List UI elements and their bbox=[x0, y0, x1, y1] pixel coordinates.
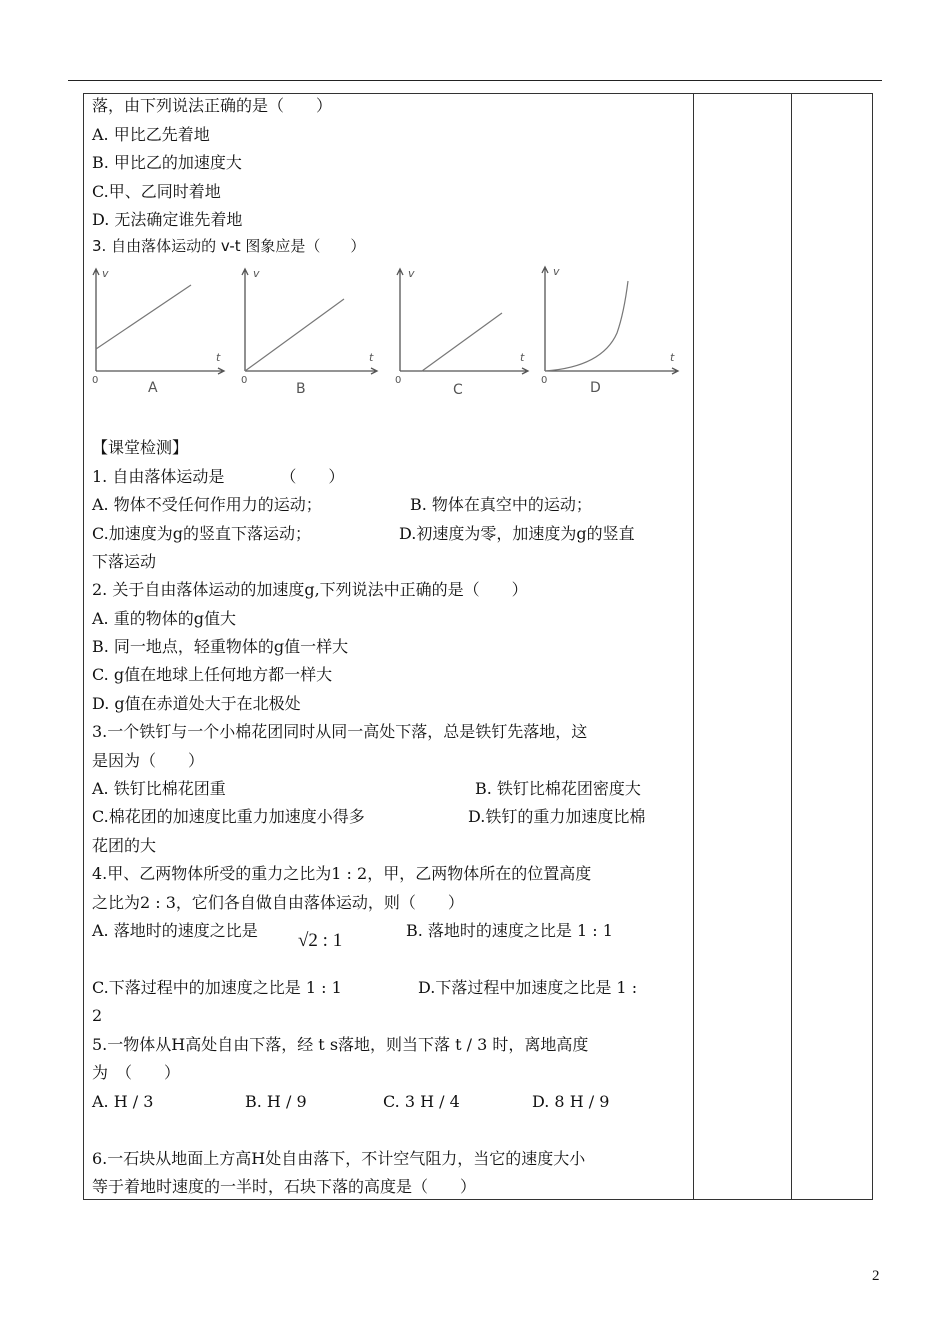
q2-option-d: D. g值在赤道处大于在北极处 bbox=[92, 694, 301, 713]
graph-curve-d bbox=[545, 281, 628, 371]
q5-stem: 5.一物体从H高处自由下落，经 t s落地，则当下落 t / 3 时，离地高度 bbox=[92, 1035, 589, 1054]
prev-option-d: D. 无法确定谁先着地 bbox=[92, 210, 243, 229]
graph-panel-a bbox=[92, 267, 224, 396]
q1-stem: 1. 自由落体运动是 （ ） bbox=[92, 467, 345, 486]
q3-stem-cont: 是因为（ ） bbox=[92, 751, 205, 770]
q3-stem: 3.一个铁钉与一个小棉花团同时从同一高处下落，总是铁钉先落地，这 bbox=[92, 722, 588, 741]
q1-option-a: A. 物体不受任何作用力的运动； bbox=[92, 495, 322, 514]
vt-graphs bbox=[92, 263, 692, 403]
origin-label: 0 bbox=[92, 375, 99, 386]
axis-label-v: v bbox=[553, 265, 560, 278]
section-title: 【课堂检测】 bbox=[92, 438, 189, 457]
axis-label-v: v bbox=[102, 267, 109, 280]
q2-option-c: C. g值在地球上任何地方都一样大 bbox=[92, 665, 333, 684]
panel-label-a: A bbox=[148, 380, 158, 396]
prev-option-c: C.甲、乙同时着地 bbox=[92, 182, 221, 201]
axis-label-v: v bbox=[408, 267, 415, 280]
graph-line-a bbox=[96, 285, 191, 349]
q1-option-c: C.加速度为g的竖直下落运动； bbox=[92, 524, 312, 543]
axis-label-v: v bbox=[253, 267, 260, 280]
graph-line-c bbox=[422, 313, 502, 371]
q3-option-b: B. 铁钉比棉花团密度大 bbox=[475, 779, 641, 798]
q4-option-c: C.下落过程中的加速度之比是 1 : 1 bbox=[92, 978, 342, 997]
graph-line-b bbox=[245, 299, 344, 371]
q6-stem: 6.一石块从地面上方高H处自由落下，不计空气阻力，当它的速度大小 bbox=[92, 1149, 586, 1168]
axis-label-t: t bbox=[216, 351, 221, 364]
q4-option-a: A. 落地时的速度之比是 bbox=[92, 921, 258, 940]
q2-stem: 2. 关于自由落体运动的加速度g,下列说法中正确的是（ ） bbox=[92, 580, 528, 599]
column-divider bbox=[791, 94, 792, 1199]
panel-label-b: B bbox=[296, 381, 306, 397]
q4-option-d-cont: 2 bbox=[92, 1006, 103, 1025]
q5-stem-cont: 为 （ ） bbox=[92, 1063, 181, 1082]
q3-option-d: D.铁钉的重力加速度比棉 bbox=[468, 807, 646, 826]
graph-panel-b bbox=[241, 267, 377, 397]
q5-option-b: B. H / 9 bbox=[245, 1092, 307, 1111]
q1-option-d-cont: 下落运动 bbox=[92, 552, 157, 571]
q4-formula: √2 : 1 bbox=[298, 930, 343, 951]
q4-stem: 4.甲、乙两物体所受的重力之比为1 : 2，甲，乙两物体所在的位置高度 bbox=[92, 864, 592, 883]
axis-label-t: t bbox=[670, 351, 675, 364]
q2-option-b: B. 同一地点，轻重物体的g值一样大 bbox=[92, 637, 349, 656]
panel-label-c: C bbox=[453, 382, 463, 398]
q1-option-b: B. 物体在真空中的运动； bbox=[410, 495, 592, 514]
panel-label-d: D bbox=[590, 380, 601, 396]
q1-option-d: D.初速度为零，加速度为g的竖直 bbox=[399, 524, 635, 543]
prev-question-stem: 落，由下列说法正确的是（ ） bbox=[92, 96, 333, 115]
q3-option-a: A. 铁钉比棉花团重 bbox=[92, 779, 226, 798]
graph-question-stem: 3. 自由落体运动的 v-t 图象应是（ ） bbox=[92, 237, 366, 255]
origin-label: 0 bbox=[541, 375, 548, 386]
prev-option-b: B. 甲比乙的加速度大 bbox=[92, 153, 242, 172]
column-divider bbox=[693, 94, 694, 1199]
q6-stem-cont: 等于着地时速度的一半时，石块下落的高度是（ ） bbox=[92, 1177, 477, 1196]
q4-option-d: D.下落过程中加速度之比是 1 : bbox=[418, 978, 638, 997]
q3-option-c: C.棉花团的加速度比重力加速度小得多 bbox=[92, 807, 365, 826]
q3-option-d-cont: 花团的大 bbox=[92, 836, 157, 855]
q5-option-d: D. 8 H / 9 bbox=[532, 1092, 610, 1111]
q4-option-b: B. 落地时的速度之比是 1 : 1 bbox=[406, 921, 613, 940]
origin-label: 0 bbox=[395, 375, 402, 386]
page-number: 2 bbox=[872, 1268, 880, 1284]
origin-label: 0 bbox=[241, 375, 248, 386]
q5-option-a: A. H / 3 bbox=[92, 1092, 154, 1111]
q5-option-c: C. 3 H / 4 bbox=[383, 1092, 460, 1111]
graph-panel-d bbox=[541, 265, 678, 396]
axis-label-t: t bbox=[520, 351, 525, 364]
q4-stem-cont: 之比为2 : 3，它们各自做自由落体运动，则（ ） bbox=[92, 893, 464, 912]
header-rule bbox=[68, 80, 882, 81]
q2-option-a: A. 重的物体的g值大 bbox=[92, 609, 236, 628]
prev-option-a: A. 甲比乙先着地 bbox=[92, 125, 210, 144]
graph-panel-c bbox=[395, 267, 528, 398]
axis-label-t: t bbox=[369, 351, 374, 364]
